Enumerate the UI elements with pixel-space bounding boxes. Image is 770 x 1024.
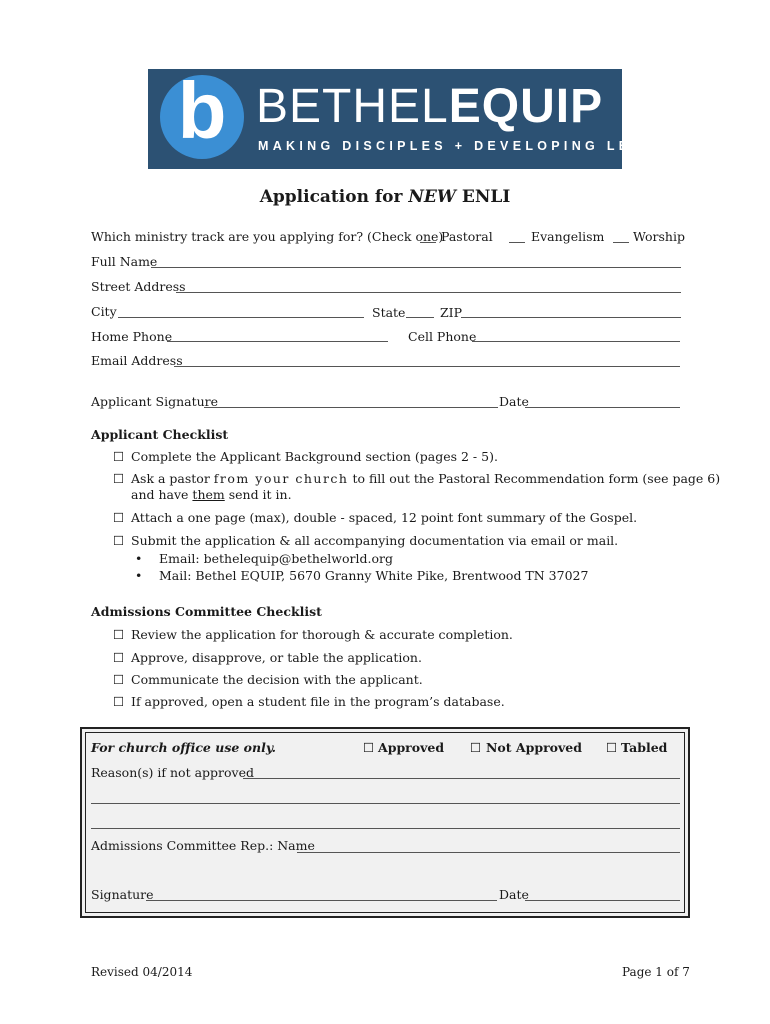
state-label: State bbox=[372, 305, 406, 320]
checklist-item-background: Complete the Applicant Background section (pages 2 - 5). bbox=[131, 449, 498, 464]
cell-phone-label: Cell Phone bbox=[408, 329, 477, 344]
cell-phone-field[interactable] bbox=[472, 341, 680, 342]
bullet-icon: • bbox=[135, 568, 143, 583]
full-name-label: Full Name bbox=[91, 254, 158, 269]
checkbox-icon[interactable]: ☐ bbox=[470, 740, 482, 755]
logo-name-light: BETHEL bbox=[256, 80, 449, 133]
logo-letter: b bbox=[177, 66, 227, 155]
checkbox-icon[interactable]: ☐ bbox=[113, 510, 125, 525]
street-address-field[interactable] bbox=[176, 292, 681, 293]
home-phone-label: Home Phone bbox=[91, 329, 173, 344]
submit-mail: Mail: Bethel EQUIP, 5670 Granny White Pike, Brentwood TN 37027 bbox=[159, 568, 589, 583]
zip-field[interactable] bbox=[461, 317, 681, 318]
email-address-field[interactable] bbox=[174, 366, 680, 367]
bethel-equip-logo bbox=[148, 66, 697, 169]
checkbox-icon[interactable]: ☐ bbox=[606, 740, 618, 755]
city-label: City bbox=[91, 304, 117, 319]
footer-revised: Revised 04/2014 bbox=[91, 965, 193, 979]
pastor-text-b: from your church bbox=[213, 471, 349, 486]
title-prefix: Application for bbox=[259, 187, 409, 207]
checkbox-icon[interactable]: ☐ bbox=[113, 449, 125, 464]
office-date-label: Date bbox=[499, 887, 529, 902]
checkbox-icon[interactable]: ☐ bbox=[363, 740, 375, 755]
zip-label: ZIP bbox=[440, 305, 463, 320]
committee-item-communicate: Communicate the decision with the applicant. bbox=[131, 672, 423, 687]
committee-rep-field[interactable] bbox=[297, 852, 680, 853]
office-signature-label: Signature bbox=[91, 887, 154, 902]
checklist-item-pastor bbox=[131, 471, 720, 487]
checklist-item-submit: Submit the application & all accompanying documentation via email or mail. bbox=[131, 533, 619, 548]
track-option-pastoral: Pastoral bbox=[441, 229, 493, 244]
checkbox-icon[interactable]: ☐ bbox=[113, 533, 125, 548]
applicant-signature-field[interactable] bbox=[204, 407, 498, 408]
full-name-field[interactable] bbox=[151, 267, 681, 268]
track-option-worship: Worship bbox=[633, 229, 685, 244]
state-field[interactable] bbox=[406, 317, 434, 318]
street-address-label: Street Address bbox=[91, 279, 186, 294]
applicant-checklist-heading: Applicant Checklist bbox=[91, 427, 229, 442]
logo-title bbox=[256, 79, 603, 135]
office-not-approved-label: Not Approved bbox=[486, 740, 582, 755]
applicant-signature-label: Applicant Signature bbox=[91, 394, 219, 409]
home-phone-field[interactable] bbox=[167, 341, 388, 342]
email-address-label: Email Address bbox=[91, 353, 183, 368]
bullet-icon: • bbox=[135, 551, 143, 566]
checklist-item-gospel: Attach a one page (max), double - spaced, 12 point font summary of the Gospel. bbox=[131, 510, 638, 525]
date-label: Date bbox=[499, 394, 529, 409]
track-option-evangelism: Evangelism bbox=[531, 229, 605, 244]
office-signature-field[interactable] bbox=[146, 900, 497, 901]
checklist-item-pastor-cont bbox=[131, 487, 292, 503]
office-use-heading: For church office use only. bbox=[91, 740, 277, 755]
submit-email: Email: bethelequip@bethelworld.org bbox=[159, 551, 393, 566]
office-date-field[interactable] bbox=[525, 900, 680, 901]
track-pastoral-blank[interactable] bbox=[420, 242, 436, 243]
track-question: Which ministry track are you applying for? (Check one) bbox=[91, 229, 444, 244]
pastor-text-e: them bbox=[192, 487, 225, 502]
checkbox-icon[interactable]: ☐ bbox=[113, 471, 125, 486]
checkbox-icon[interactable]: ☐ bbox=[113, 694, 125, 709]
pastor-text-d: and have bbox=[131, 487, 193, 502]
checkbox-icon[interactable]: ☐ bbox=[113, 627, 125, 642]
committee-item-approve: Approve, disapprove, or table the application. bbox=[131, 650, 422, 665]
office-tabled-label: Tabled bbox=[621, 740, 668, 755]
pastor-text-c: to fill out the Pastoral Recommendation form (see page 6) bbox=[348, 471, 721, 486]
track-worship-blank[interactable] bbox=[613, 242, 629, 243]
city-field[interactable] bbox=[118, 317, 364, 318]
pastor-text-a: Ask a pastor bbox=[131, 471, 214, 486]
track-evangelism-blank[interactable] bbox=[509, 242, 525, 243]
title-emphasis: NEW bbox=[408, 187, 456, 207]
logo-tagline: MAKING DISCIPLES + DEVELOPING LEADERS bbox=[258, 139, 697, 153]
checkbox-icon[interactable]: ☐ bbox=[113, 650, 125, 665]
committee-item-review: Review the application for thorough & accurate completion. bbox=[131, 627, 513, 642]
office-use-inner bbox=[85, 732, 685, 913]
office-approved-label: Approved bbox=[378, 740, 445, 755]
reason-field-line-2[interactable] bbox=[91, 803, 680, 804]
checkbox-icon[interactable]: ☐ bbox=[113, 672, 125, 687]
reason-field[interactable] bbox=[243, 778, 680, 779]
reason-field-line-3[interactable] bbox=[91, 828, 680, 829]
reason-label: Reason(s) if not approved bbox=[91, 765, 254, 780]
committee-checklist-heading: Admissions Committee Checklist bbox=[91, 604, 322, 619]
date-field[interactable] bbox=[525, 407, 680, 408]
pastor-text-f: send it in. bbox=[224, 487, 292, 502]
committee-rep-label: Admissions Committee Rep.: Name bbox=[91, 838, 315, 853]
footer-page-number: Page 1 of 7 bbox=[622, 965, 690, 979]
title-suffix: ENLI bbox=[455, 187, 511, 207]
logo-name-bold: EQUIP bbox=[448, 80, 604, 133]
page-title bbox=[0, 187, 770, 207]
committee-item-file: If approved, open a student file in the program’s database. bbox=[131, 694, 505, 709]
